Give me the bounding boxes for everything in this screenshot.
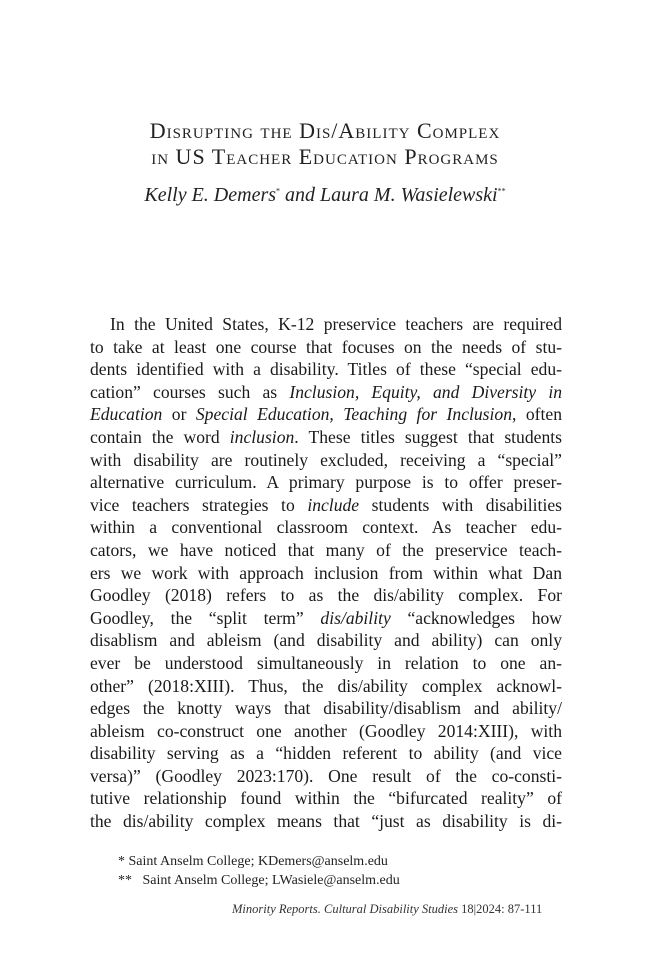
text-run: or — [162, 404, 196, 425]
text-run: other” (2018:XIII). Thus, the dis/ability complex acknowl- — [90, 675, 562, 696]
italic-text: Inclusion, Equity, and Diversity in — [289, 381, 563, 402]
body-paragraph — [90, 313, 562, 833]
body-line — [90, 675, 562, 698]
body-line — [90, 539, 562, 562]
text-run: In the United States, K-12 preservice teachers are required — [110, 314, 562, 334]
text-run: , often — [512, 404, 563, 425]
text-run: disablism and ableism (and disability and ability) can only — [90, 630, 562, 651]
body-line — [90, 607, 562, 630]
footnote-1-text: Saint Anselm College; KDemers@anselm.edu — [128, 854, 388, 869]
footnotes — [118, 852, 400, 890]
body-line — [90, 449, 562, 472]
text-run: ableism co-construct one another (Goodley 2014:XIII), with — [90, 720, 562, 741]
footnote-2-mark: ** — [118, 873, 132, 888]
text-run: Goodley (2018) refers to as the dis/ability complex. For — [90, 585, 562, 606]
body-line — [90, 426, 562, 449]
text-run: ers we work with approach inclusion from within what Dan — [90, 562, 562, 583]
italic-text: Special Education, Teaching for Inclusion — [195, 404, 513, 425]
text-run: tutive relationship found within the “bifurcated reality” of — [90, 788, 562, 809]
text-run: cation” courses such as — [90, 381, 290, 402]
body-line — [90, 652, 562, 675]
author-1-name: Kelly E. Demers — [144, 184, 277, 206]
body-line — [90, 697, 562, 720]
body-line — [90, 742, 562, 765]
footnote-2-text: Saint Anselm College; LWasiele@anselm.edu — [142, 873, 400, 888]
body-line — [90, 516, 562, 539]
italic-text: include — [307, 494, 360, 515]
footnote-1-mark: * — [118, 854, 125, 869]
text-run: edges the knotty ways that disability/disablism and ability/ — [90, 698, 562, 719]
body-line — [90, 381, 562, 404]
body-line — [90, 584, 562, 607]
body-line — [90, 471, 562, 494]
author-line — [0, 184, 650, 207]
journal-citation — [232, 902, 542, 917]
journal-name: Minority Reports. Cultural Disability Studies — [232, 902, 459, 916]
text-run: alternative curriculum. A primary purpose is to offer preser- — [90, 472, 562, 493]
italic-text: dis/ability — [320, 607, 391, 628]
author-1-footnote-mark[interactable]: * — [276, 186, 281, 196]
author-2-name: Laura M. Wasielewski — [320, 184, 498, 206]
text-run: dents identified with a disability. Titles of these “special edu- — [90, 359, 562, 380]
footnote-1 — [118, 852, 400, 871]
text-run: “acknowledges how — [390, 607, 562, 628]
italic-text: inclusion — [229, 426, 295, 447]
text-run: students with disabilities — [359, 494, 562, 515]
journal-issue: 18|2024: 87-111 — [461, 902, 543, 916]
article-title — [0, 118, 650, 170]
body-line — [90, 765, 562, 788]
body-line — [90, 313, 562, 336]
article-title-line-2: in US Teacher Education Programs — [151, 144, 499, 169]
body-line — [90, 629, 562, 652]
body-line — [90, 720, 562, 743]
text-run: within a conventional classroom context. As teacher edu- — [90, 517, 562, 538]
text-run: . These titles suggest that students — [294, 426, 562, 447]
article-title-line-1: Disrupting the Dis/Ability Complex — [149, 118, 501, 143]
body-line — [90, 403, 562, 426]
text-run: with disability are routinely excluded, receiving a “special” — [90, 449, 562, 470]
body-line — [90, 336, 562, 359]
text-run: ever be understood simultaneously in relation to one an- — [90, 652, 562, 673]
body-line — [90, 358, 562, 381]
text-run: cators, we have noticed that many of the preservice teach- — [90, 539, 562, 560]
text-run: disability serving as a “hidden referent to ability (and vice — [90, 743, 562, 764]
text-run: vice teachers strategies to — [90, 494, 308, 515]
text-run: Goodley, the “split term” — [90, 607, 321, 628]
body-line — [90, 787, 562, 810]
text-run: contain the word — [90, 426, 230, 447]
author-conjunction: and — [285, 184, 316, 206]
body-line — [90, 810, 562, 833]
author-2-footnote-mark[interactable]: ** — [497, 186, 506, 196]
body-line — [90, 494, 562, 517]
text-run: the dis/ability complex means that “just as disability is di- — [90, 811, 562, 832]
body-line — [90, 562, 562, 585]
italic-text: Education — [90, 404, 163, 425]
text-run: to take at least one course that focuses on the needs of stu- — [90, 336, 562, 357]
text-run: versa)” (Goodley 2023:170). One result of the co-consti- — [90, 765, 562, 786]
footnote-2 — [118, 871, 400, 890]
